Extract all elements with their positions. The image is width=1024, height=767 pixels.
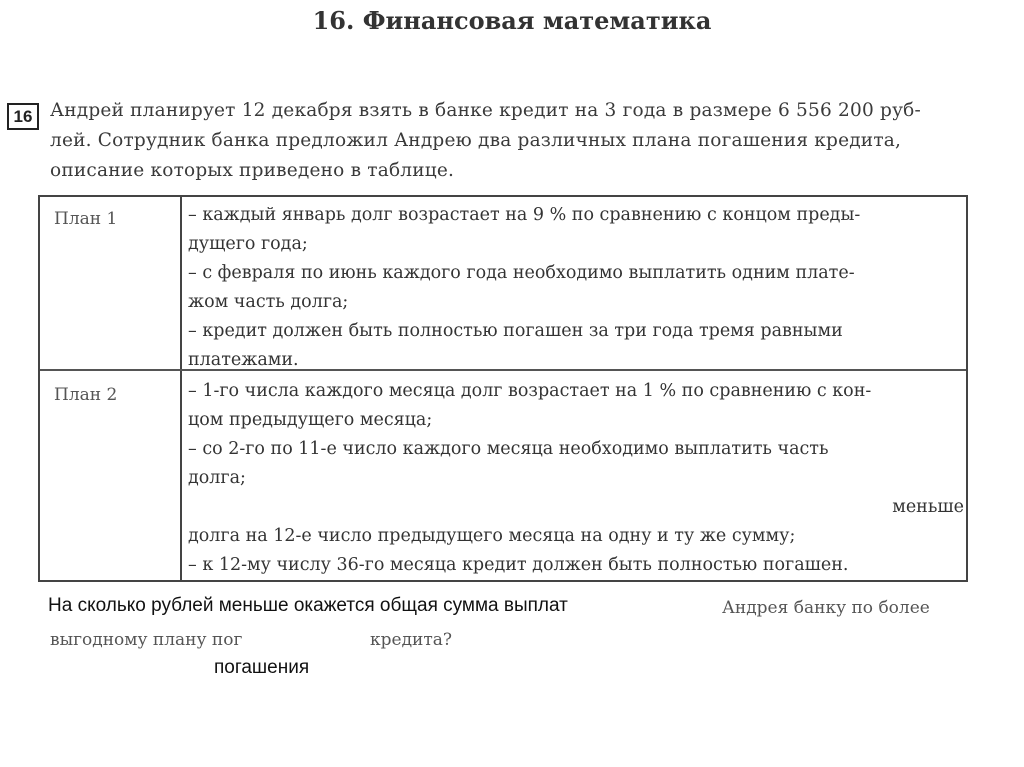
plan-1-label: План 1 xyxy=(54,209,118,229)
plan-line: меньше xyxy=(892,497,964,517)
plan-line: долга на 12-е число предыдущего месяца на одну и ту же сумму; xyxy=(188,526,796,546)
plan-2-description xyxy=(188,377,964,580)
page-title: 16. Финансовая математика xyxy=(312,6,712,35)
plan-line: долга; xyxy=(188,468,246,488)
question-overlay-text: На сколько рублей меньше окажется общая сумма выплат xyxy=(48,595,568,616)
plan-line: – кредит должен быть полностью погашен за три года тремя равными xyxy=(188,321,843,341)
plan-1-description xyxy=(188,201,964,375)
question-scan-line2-right: кредита? xyxy=(370,630,453,650)
question-scan-line2-left: выгодному плану пог xyxy=(50,630,243,650)
intro-line: Андрей планирует 12 декабря взять в банке кредит на 3 года в размере 6 556 200 руб- xyxy=(50,100,921,121)
plan-2-label: План 2 xyxy=(54,385,118,405)
task-number-badge: 16 xyxy=(7,103,39,130)
plan-line: цом предыдущего месяца; xyxy=(188,410,433,430)
plan-line: платежами. xyxy=(188,350,299,370)
intro-line: лей. Сотрудник банка предложил Андрею два различных плана погашения кредита, xyxy=(50,130,902,151)
task-intro xyxy=(50,96,972,186)
plan-line: – каждый январь долг возрастает на 9 % по сравнению с концом преды- xyxy=(188,205,861,225)
plan-line: дущего года; xyxy=(188,234,308,254)
question-scan-right: Андрея банку по более xyxy=(722,598,930,618)
plan-line: – со 2-го по 11-е число каждого месяца необходимо выплатить часть xyxy=(188,439,829,459)
intro-line: описание которых приведено в таблице. xyxy=(50,160,455,181)
plans-table xyxy=(38,195,968,582)
plan-line: жом часть долга; xyxy=(188,292,349,312)
plan-line: – с февраля по июнь каждого года необходимо выплатить одним плате- xyxy=(188,263,855,283)
table-divider-vertical xyxy=(180,197,182,580)
question-overlay-word: погашения xyxy=(214,657,310,678)
plan-line: – к 12-му числу 36-го месяца кредит должен быть полностью погашен. xyxy=(188,555,849,575)
plan-line: – 1-го числа каждого месяца долг возрастает на 1 % по сравнению с кон- xyxy=(188,381,872,401)
